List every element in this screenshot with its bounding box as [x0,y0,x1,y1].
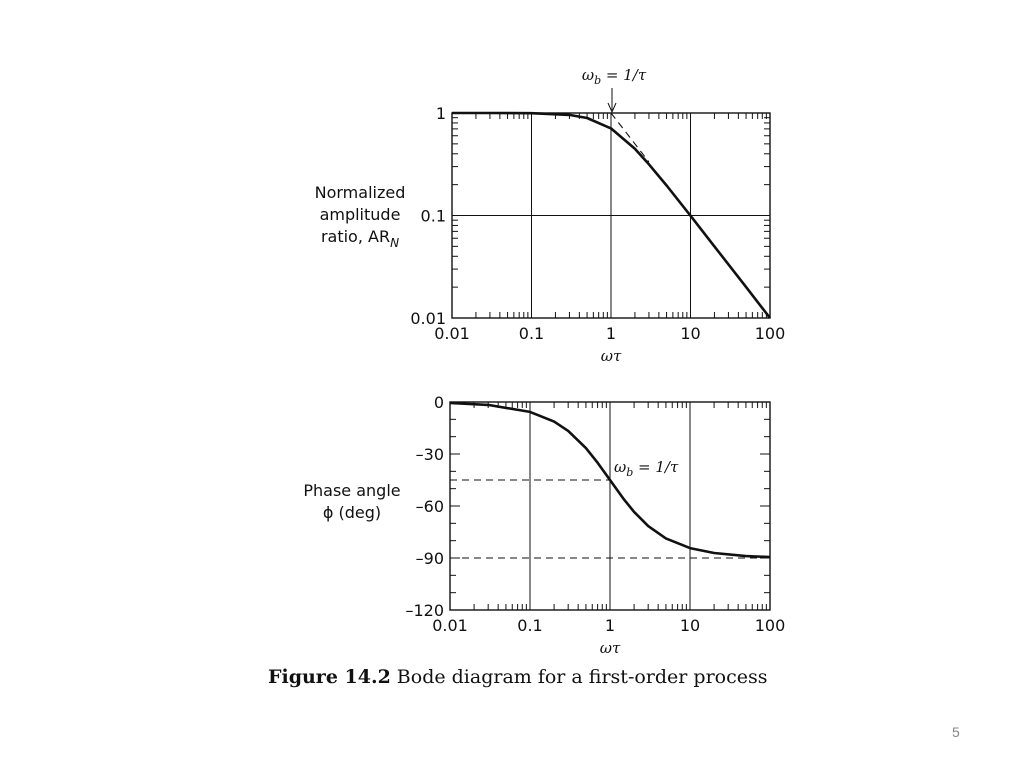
amplitude-break-frequency-annotation [582,66,647,112]
amp-xtick-label-2: 1 [605,324,617,343]
phase-ytick-label-2: –60 [415,497,444,516]
amp-ylabel-line-1: Normalized [314,183,406,202]
phase-y-axis-label [303,481,400,522]
figure-caption-text: Bode diagram for a first-order process [396,666,768,688]
amp-xtick-label-3: 10 [680,324,701,343]
phase-xtick-label-4: 100 [754,616,786,635]
amp-ytick-label-2: 1 [435,104,446,123]
amp-xtick-label-0: 0.01 [434,324,470,343]
phase-ytick-label-1: –30 [415,445,444,464]
phase-ylabel-line-1: Phase angle [303,481,401,500]
phase-ytick-label-3: –90 [415,549,444,568]
amp-series-dashed-1 [611,113,649,162]
amp-xaxis-label: ωτ [600,347,622,365]
phase-ytick-label-4: –120 [405,601,444,620]
phase-annotation-text: $\omega_b = 1/\tau$ [614,458,679,479]
amp-ytick-label-0: 0.01 [410,309,446,328]
amp-annotation-text: $\omega_b = 1/\tau$ [581,66,647,87]
amp-ylabel-line-2: amplitude [319,205,401,224]
amp-xtick-label-4: 100 [754,324,786,343]
phase-xtick-label-1: 0.1 [517,616,543,635]
amp-ylabel-line-3: ratio, $AR_N$ [320,227,400,250]
phase-angle-plot [303,393,785,657]
amp-ytick-label-1: 0.1 [420,206,446,226]
figure-caption-label: Figure 14.2 [268,666,391,688]
slide-number: 5 [952,724,960,740]
phase-ylabel-line-2: ϕ (deg) [322,503,382,522]
figure-caption [268,666,767,688]
phase-xtick-label-0: 0.01 [432,616,468,635]
phase-xtick-label-3: 10 [679,616,701,635]
phase-xtick-label-2: 1 [604,616,616,635]
amp-xtick-label-1: 0.1 [518,324,545,343]
amplitude-ratio-plot [315,66,786,365]
phase-xaxis-label: ωτ [599,639,621,657]
amplitude-y-axis-label [315,183,406,250]
phase-ytick-label-0: 0 [433,393,444,412]
